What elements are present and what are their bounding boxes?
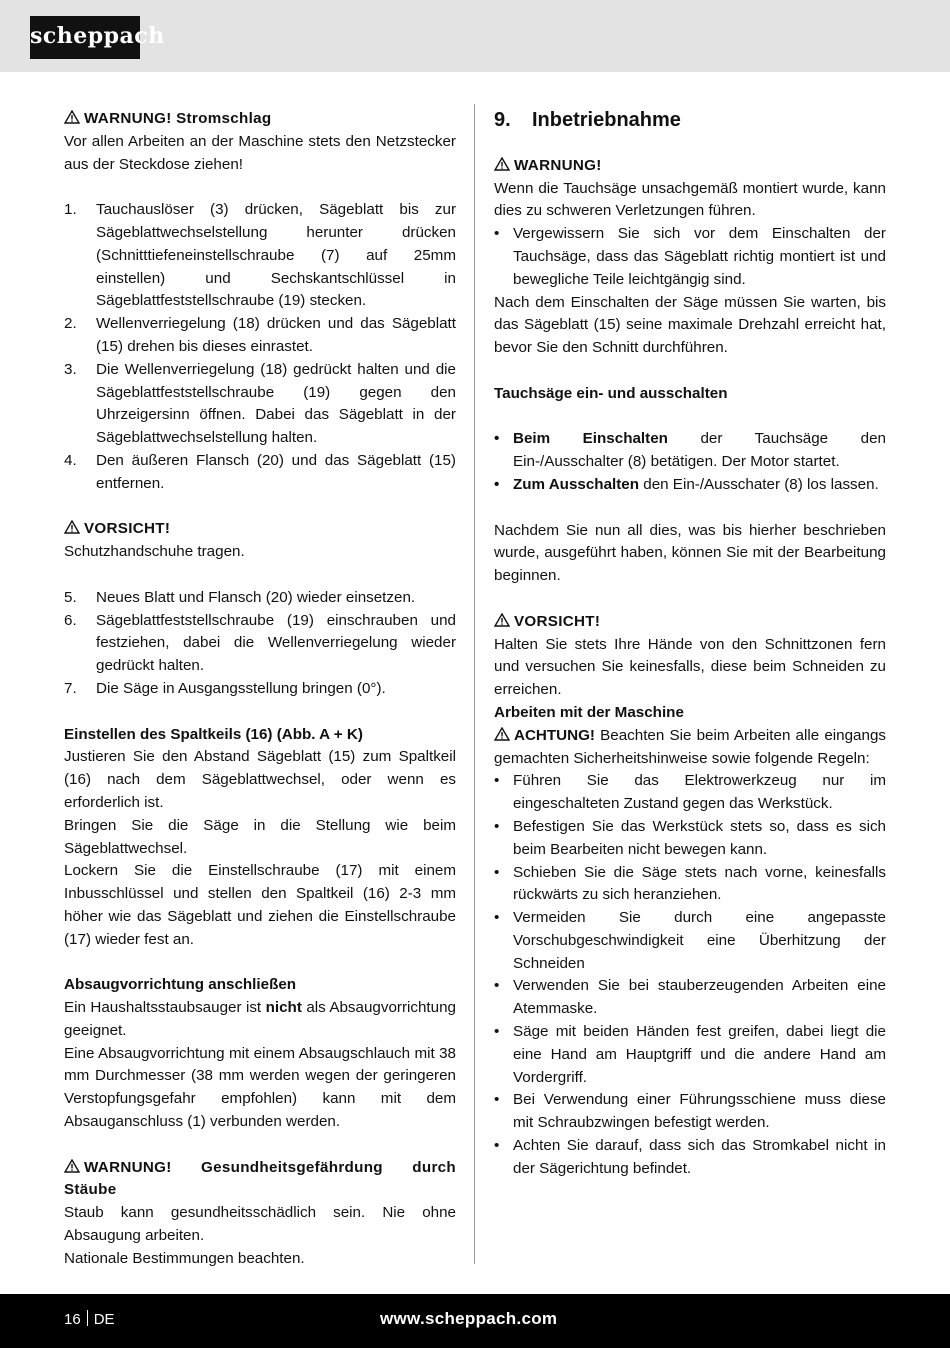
warning-heading: WARNUNG! Stromschlag xyxy=(64,108,456,131)
steps-list-b xyxy=(64,587,456,701)
list-item: 3. Die Wellenverriegelung (18) gedrückt halten und die Sägeblattfeststellschraube (19) gegen den Uhrzeigersinn öffnen. Dabei das Sägeblatt in der Sägeblattwechselstellung halten. xyxy=(64,360,456,447)
rules-list xyxy=(494,770,886,1180)
paragraph: Nationale Bestimmungen beachten. xyxy=(64,1249,305,1267)
list-item: • Vergewissern Sie sich vor dem Einschalten der Tauchsäge, dass das Sägeblatt richtig montiert ist und bewegliche Teile leichtgängig sind. xyxy=(494,223,886,291)
list-item: • Zum Ausschalten den Ein-/Ausschater (8) los lassen. xyxy=(494,474,886,497)
paragraph: Nach dem Einschalten der Säge müssen Sie warten, bis das Sägeblatt (15) seine maximale Drehzahl erreicht hat, bevor Sie den Schnitt durchführen. xyxy=(494,293,886,357)
absaug-heading: Absaugvorrichtung anschließen xyxy=(64,976,297,994)
list-item: • Führen Sie das Elektrowerkzeug nur im eingeschalteten Zustand gegen das Werkstück. xyxy=(494,770,886,816)
page-number: 16 DE xyxy=(64,1311,115,1328)
warning-triangle-icon xyxy=(494,613,510,627)
list-item: 5. Neues Blatt und Flansch (20) wieder einsetzen. xyxy=(64,588,416,606)
caution-heading: VORSICHT! xyxy=(64,518,456,541)
warning-text: Wenn die Tauchsäge unsachgemäß montiert wurde, kann dies zu schweren Verletzungen führen. xyxy=(494,179,886,220)
paragraph: Bringen Sie die Säge in die Stellung wie beim Sägeblattwechsel. xyxy=(64,816,456,857)
left-column xyxy=(64,108,456,1271)
list-item: • Beim Einschalten der Tauchsäge den Ein-/Ausschalter (8) betätigen. Der Motor startet. xyxy=(494,428,886,474)
spaltkeil-heading: Einstellen des Spaltkeils (16) (Abb. A + K) xyxy=(64,725,363,743)
steps-list-a xyxy=(64,199,456,495)
right-column xyxy=(494,108,886,1181)
list-item: • Schieben Sie die Säge stets nach vorne, keinesfalls rückwärts zu sich heranziehen. xyxy=(494,862,886,908)
list-item: 2. Wellenverriegelung (18) drücken und das Sägeblatt (15) drehen bis dieses einrastet. xyxy=(64,315,456,355)
switch-heading: Tauchsäge ein- und ausschalten xyxy=(494,384,728,402)
list-item: 1. Tauchauslöser (3) drücken, Sägeblatt bis zur Sägeblattwechselstellung herunter drücken (Schnitttiefeneinstellschraube (7) auf 25mm einstellen) und Sechskantschlüssel in Sägeblattfeststellschraube (19) stecken. xyxy=(64,201,456,310)
caution-text: Schutzhandschuhe tragen. xyxy=(64,543,245,561)
separator xyxy=(87,1310,88,1326)
header-bar xyxy=(0,0,950,72)
warning-bullets xyxy=(494,223,886,291)
list-item: 4. Den äußeren Flansch (20) und das Sägeblatt (15) entfernen. xyxy=(64,451,456,492)
warning-triangle-icon xyxy=(64,110,80,124)
footer-bar xyxy=(0,1294,950,1348)
attention-paragraph: ACHTUNG! Beachten Sie beim Arbeiten alle eingangs gemachten Sicherheitshinweise sowie folgende Regeln: xyxy=(494,726,886,767)
caution-heading: VORSICHT! xyxy=(494,611,886,634)
list-item: • Säge mit beiden Händen fest greifen, dabei liegt die eine Hand am Hauptgriff und die andere Hand am Vordergriff. xyxy=(494,1021,886,1089)
switch-bullets xyxy=(494,428,886,496)
warning-heading: WARNUNG! Gesundheitsgefährdung durch Stäube xyxy=(64,1158,456,1199)
list-item: • Achten Sie darauf, dass sich das Stromkabel nicht in der Sägerichtung befindet. xyxy=(494,1135,886,1181)
warning-triangle-icon xyxy=(494,157,510,171)
website-url[interactable]: www.scheppach.com xyxy=(380,1309,558,1328)
paragraph: Ein Haushaltsstaubsauger ist nicht als Absaugvorrichtung geeignet. xyxy=(64,999,456,1039)
caution-text: Halten Sie stets Ihre Hände von den Schnittzonen fern und versuchen Sie keinesfalls, diese beim Schneiden zu erreichen. xyxy=(494,635,886,699)
warning-heading: WARNUNG! xyxy=(494,155,886,178)
column-divider xyxy=(474,104,475,1264)
section-title: 9. Inbetriebnahme xyxy=(494,109,681,131)
paragraph: Lockern Sie die Einstellschraube (17) mit einem Inbusschlüssel und stellen den Spaltkeil (16) 2-3 mm höher wie das Sägeblatt und ziehen die Einstellschraube (17) wieder fest an. xyxy=(64,862,456,948)
paragraph: Justieren Sie den Abstand Sägeblatt (15) zum Spaltkeil (16) nach dem Sägeblattwechsel, oder wenn es erforderlich ist. xyxy=(64,748,456,811)
list-item: • Vermeiden Sie durch eine angepasste Vorschubgeschwindigkeit eine Überhitzung der Schneiden xyxy=(494,907,886,975)
paragraph: Eine Absaugvorrichtung mit einem Absaugschlauch mit 38 mm Durchmesser (38 mm werden wegen der geringeren Verstopfungsgefahr empfohlen) kann mit dem Absauganschluss (1) verbunden werden. xyxy=(64,1044,456,1131)
warning-triangle-icon xyxy=(64,1159,80,1173)
paragraph: Nachdem Sie nun all dies, was bis hierher beschrieben wurde, ausgeführt haben, können Sie mit der Bearbeitung beginnen. xyxy=(494,521,886,585)
list-item: 7. Die Säge in Ausgangsstellung bringen (0°). xyxy=(64,679,386,697)
brand-logo: scheppach xyxy=(30,16,140,59)
paragraph: Staub kann gesundheitsschädlich sein. Nie ohne Absaugung arbeiten. xyxy=(64,1204,456,1245)
warning-triangle-icon xyxy=(64,520,80,534)
list-item: 6. Sägeblattfeststellschraube (19) einschrauben und festziehen, dabei die Wellenverriegelung wieder gedrückt halten. xyxy=(64,611,456,675)
work-heading: Arbeiten mit der Maschine xyxy=(494,703,684,721)
list-item: • Verwenden Sie bei stauberzeugenden Arbeiten eine Atemmaske. xyxy=(494,975,886,1021)
warning-triangle-icon xyxy=(494,727,510,741)
list-item: • Befestigen Sie das Werkstück stets so, dass es sich beim Bearbeiten nicht bewegen kann. xyxy=(494,816,886,862)
warning-text: Vor allen Arbeiten an der Maschine stets den Netzstecker aus der Steckdose ziehen! xyxy=(64,132,456,173)
list-item: • Bei Verwendung einer Führungsschiene muss diese mit Schraubzwingen befestigt werden. xyxy=(494,1089,886,1135)
